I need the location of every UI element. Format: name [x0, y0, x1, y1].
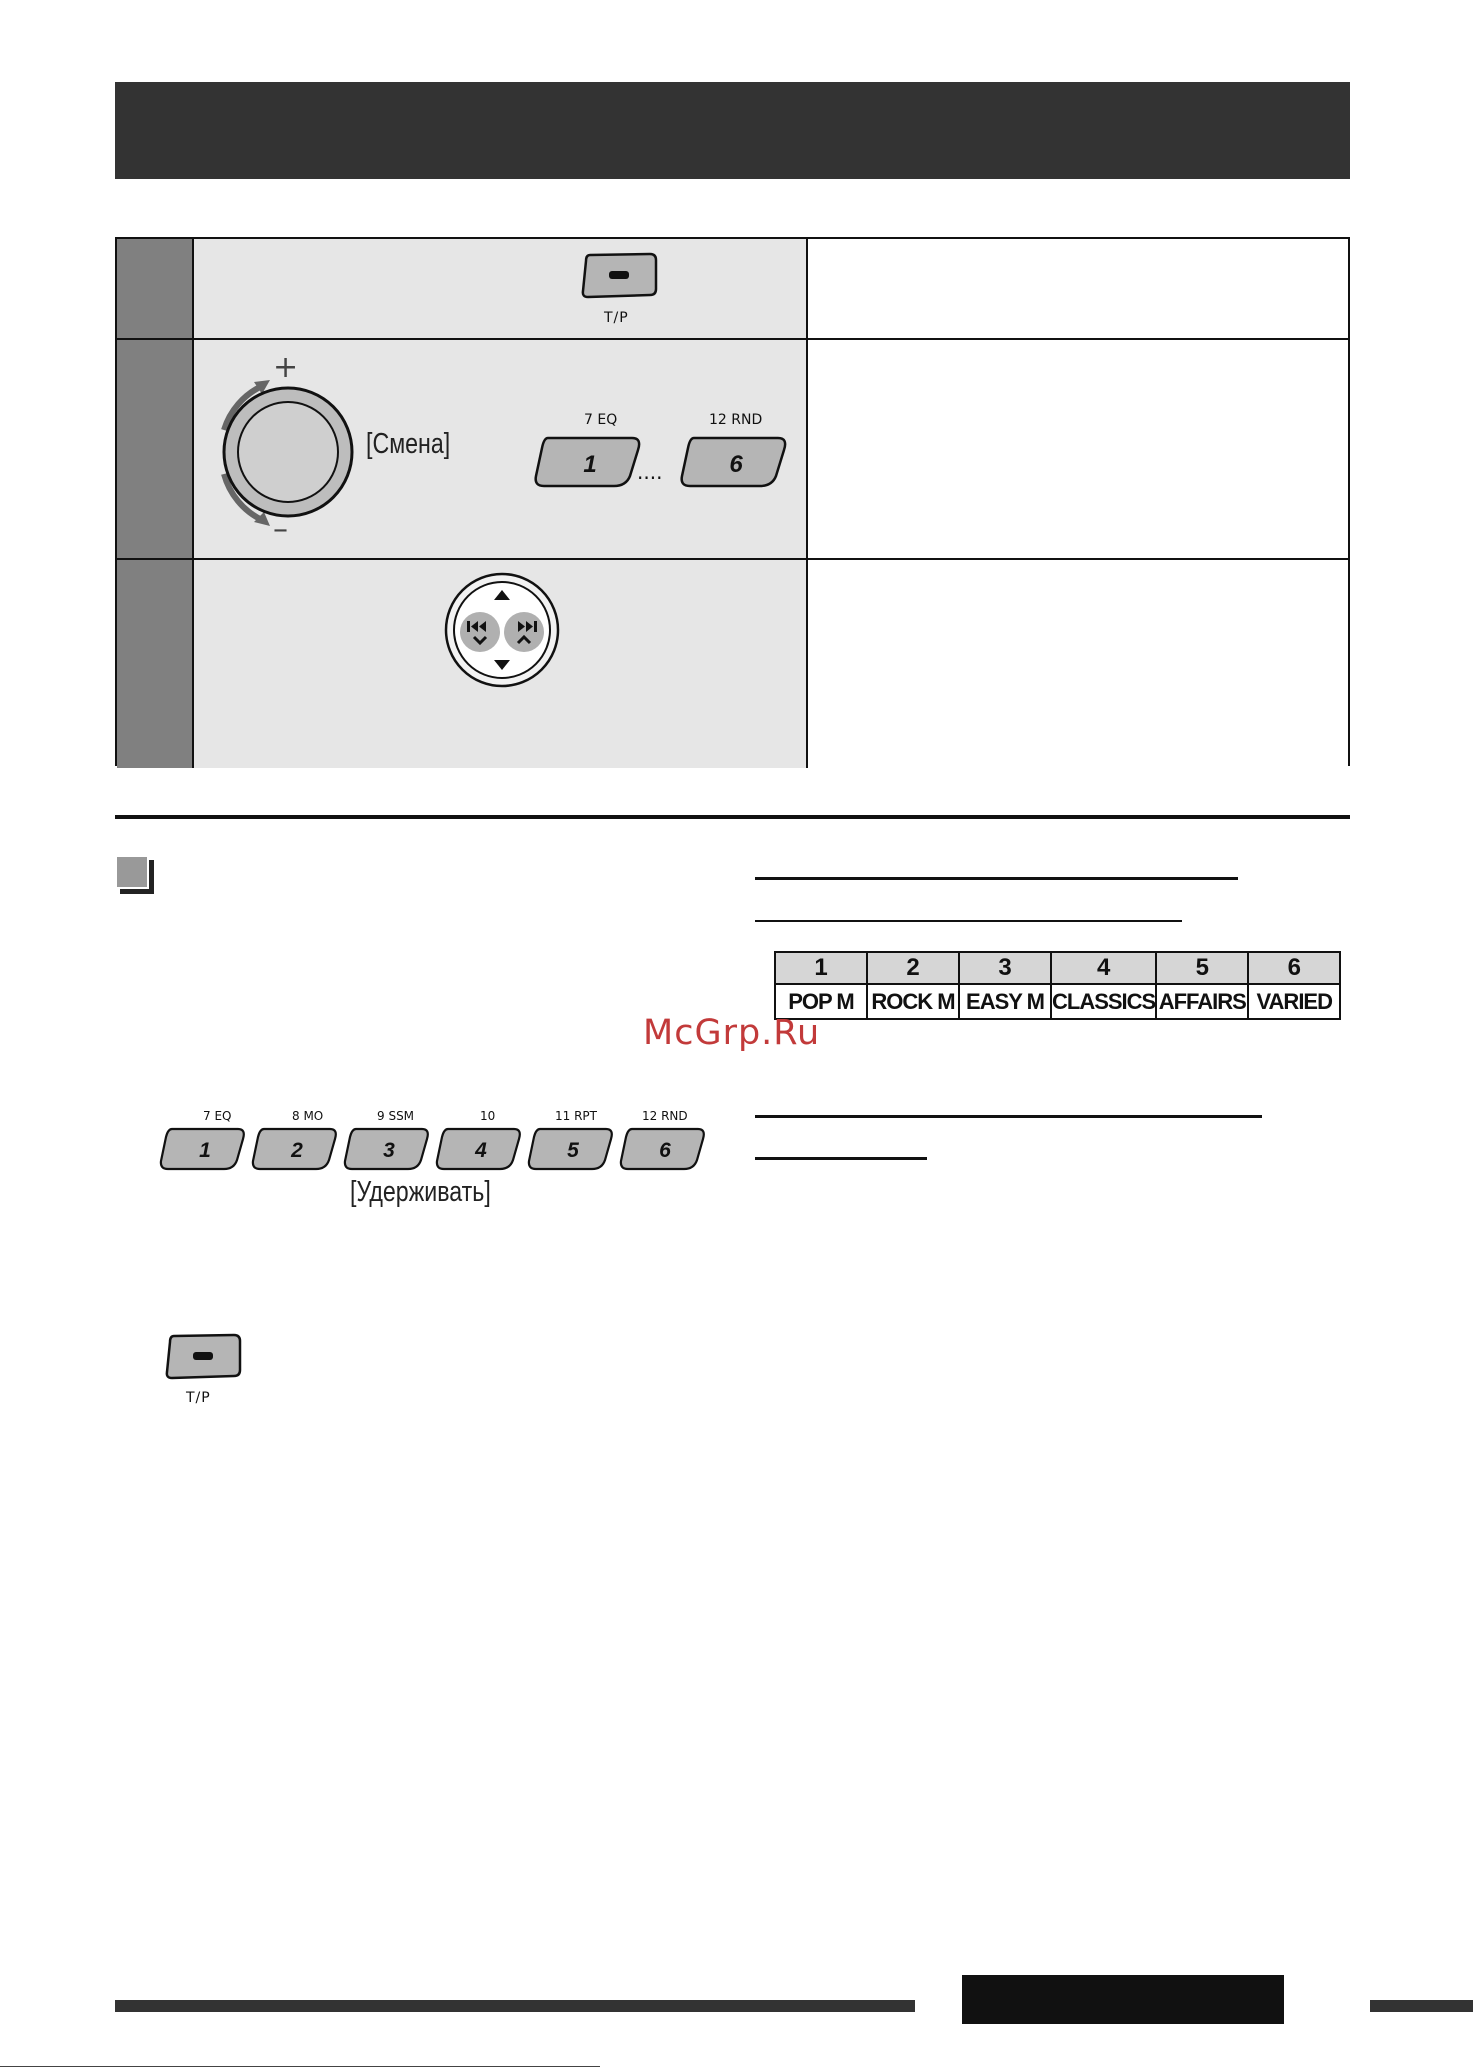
- pty-genre-cell: ROCK M: [867, 984, 959, 1019]
- step-table: [115, 237, 1350, 766]
- preset-button-6[interactable]: [618, 1126, 708, 1172]
- preset-sub-label: 7 EQ: [203, 1109, 232, 1123]
- step-illustration: [194, 560, 808, 768]
- step-illustration: [194, 239, 808, 338]
- preset-sub-label: 8 MO: [292, 1109, 324, 1123]
- pty-number-cell: 4: [1051, 952, 1156, 984]
- tp-button-label: T/P: [604, 310, 629, 326]
- heading-underline: [755, 1115, 1262, 1118]
- step-row-2: [117, 340, 1348, 560]
- header-bar: [115, 82, 1350, 179]
- footer-page-box: [962, 1975, 1284, 2024]
- step-row-3: [117, 560, 1348, 768]
- svg-text:2: 2: [291, 1139, 303, 1162]
- tp-button[interactable]: [580, 251, 660, 301]
- pty-table: [774, 951, 1341, 1020]
- preset-ellipsis: ....: [637, 460, 663, 484]
- step-description: [808, 340, 1348, 558]
- svg-text:1: 1: [199, 1139, 211, 1162]
- preset-button-4[interactable]: [434, 1126, 524, 1172]
- step-row-1: [117, 239, 1348, 340]
- preset-button-5[interactable]: [526, 1126, 616, 1172]
- pty-genre-cell: CLASSICS: [1051, 984, 1156, 1019]
- pty-number-cell: 6: [1248, 952, 1340, 984]
- step-number-cell: [117, 239, 194, 338]
- pty-genre-cell: AFFAIRS: [1156, 984, 1248, 1019]
- preset-sub-label: 10: [480, 1109, 496, 1123]
- control-pad[interactable]: [442, 570, 562, 690]
- step-description: [808, 239, 1348, 338]
- next-skip-button: [504, 612, 544, 652]
- svg-text:5: 5: [567, 1139, 579, 1162]
- step-description: [808, 560, 1348, 768]
- footer-rule: [0, 2066, 600, 2067]
- pty-number-cell: 3: [959, 952, 1051, 984]
- hold-label: [Удерживать]: [350, 1176, 491, 1208]
- preset-sub-label: 12 RND: [642, 1109, 688, 1123]
- prev-skip-button: [460, 612, 500, 652]
- change-label: [Смена]: [366, 428, 451, 460]
- dial-minus-sign: –: [273, 512, 288, 547]
- section-marker-icon: [115, 855, 149, 889]
- svg-text:3: 3: [383, 1139, 395, 1162]
- pty-number-cell: 5: [1156, 952, 1248, 984]
- footer-bar-right: [1370, 2000, 1473, 2012]
- preset-button-2[interactable]: [250, 1126, 340, 1172]
- svg-text:6: 6: [659, 1139, 671, 1162]
- footer-bar: [115, 2000, 915, 2012]
- preset-sub-label: 9 SSM: [377, 1109, 415, 1123]
- heading-underline: [755, 877, 1238, 880]
- step-number-cell: [117, 340, 194, 558]
- svg-text:6: 6: [729, 451, 743, 478]
- heading-underline: [755, 1157, 927, 1160]
- preset-button-1[interactable]: [158, 1126, 248, 1172]
- watermark: McGrp.Ru: [643, 1013, 821, 1053]
- svg-text:1: 1: [583, 451, 597, 478]
- preset-6-sub-label: 12 RND: [709, 412, 763, 428]
- step-illustration: [194, 340, 808, 558]
- pty-genre-cell: EASY M: [959, 984, 1051, 1019]
- preset-button-3[interactable]: [342, 1126, 432, 1172]
- heading-underline: [755, 920, 1182, 922]
- tp-button[interactable]: [164, 1332, 244, 1382]
- section-divider: [115, 815, 1350, 819]
- pty-number-cell: 1: [775, 952, 867, 984]
- pty-genre-cell: POP M: [775, 984, 867, 1019]
- tp-button-label: T/P: [186, 1390, 211, 1406]
- preset-sub-label: 11 RPT: [555, 1109, 597, 1123]
- preset-button-row: [155, 1106, 715, 1246]
- svg-text:4: 4: [475, 1139, 487, 1162]
- pty-genre-cell: VARIED: [1248, 984, 1340, 1019]
- preset-button-1[interactable]: [532, 434, 644, 490]
- dial-plus-sign: +: [273, 350, 299, 385]
- pty-number-cell: 2: [867, 952, 959, 984]
- preset-button-6[interactable]: [678, 434, 790, 490]
- step-number-cell: [117, 560, 194, 768]
- preset-1-sub-label: 7 EQ: [584, 412, 618, 428]
